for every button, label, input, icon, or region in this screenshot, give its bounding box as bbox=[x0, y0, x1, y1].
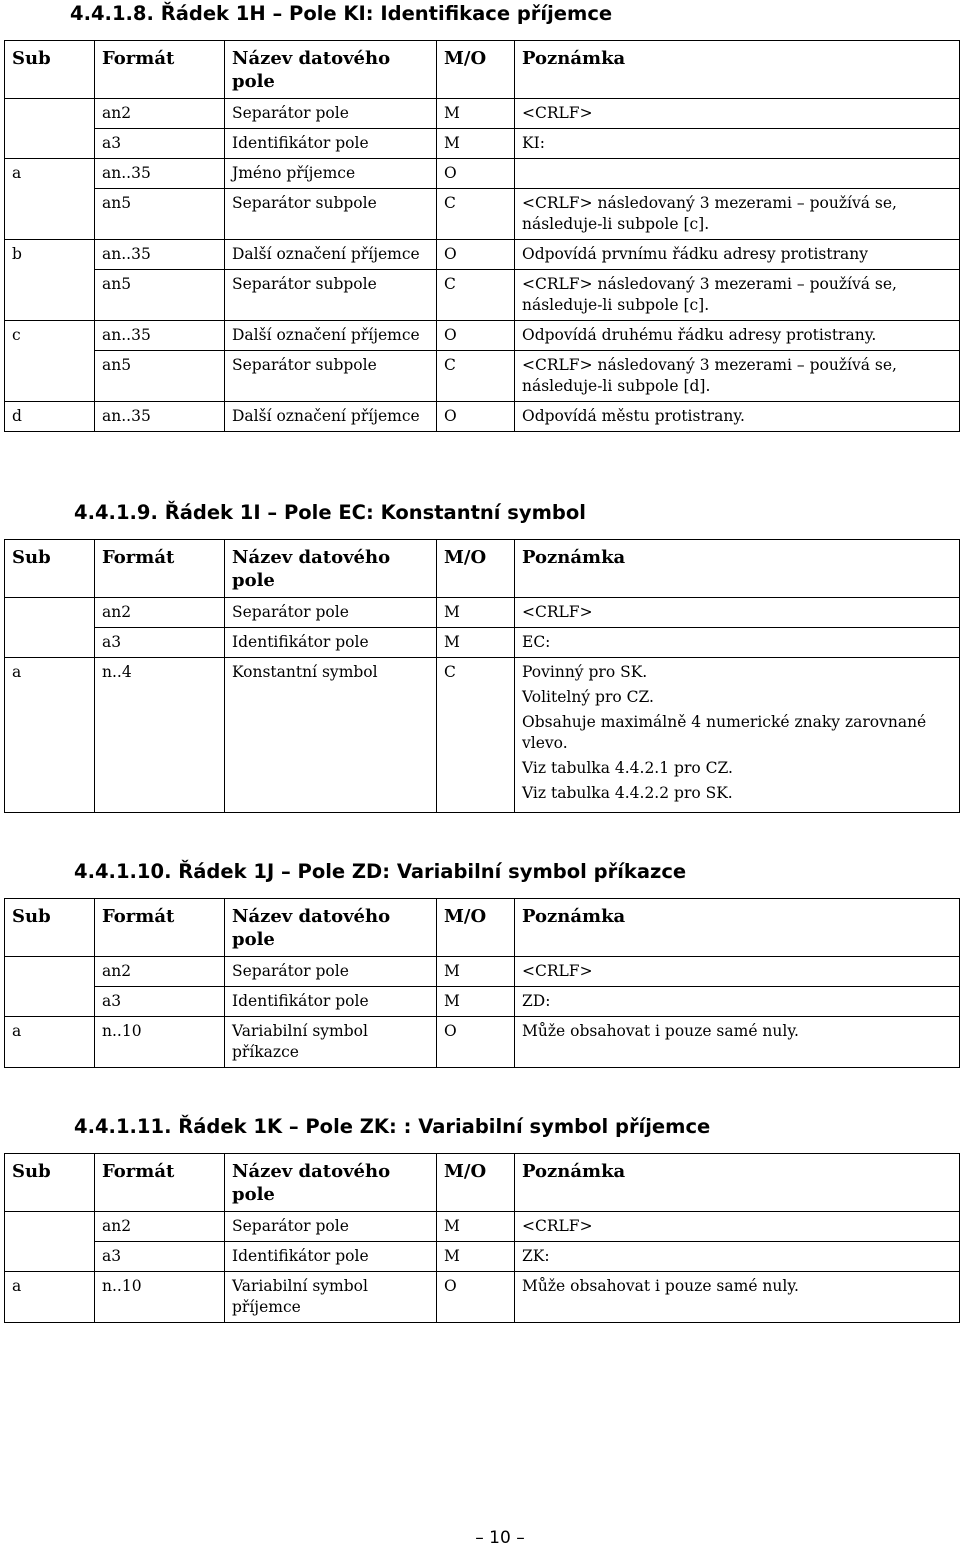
sub-cell: a bbox=[5, 1272, 95, 1323]
sub-cell: b bbox=[5, 240, 95, 270]
format-cell: an5 bbox=[95, 270, 225, 321]
mo-cell: M bbox=[437, 957, 515, 987]
mo-cell: C bbox=[437, 270, 515, 321]
format-cell: an..35 bbox=[95, 159, 225, 189]
sub-cell bbox=[5, 1212, 95, 1242]
note-cell bbox=[515, 628, 960, 658]
col-note-header: Poznámka bbox=[515, 1154, 960, 1212]
field-name-cell: Separátor pole bbox=[225, 99, 437, 129]
section-heading: 4.4.1.8. Řádek 1H – Pole KI: Identifikace příjemce bbox=[70, 2, 613, 25]
note-cell bbox=[515, 1017, 960, 1068]
field-name-cell: Identifikátor pole bbox=[225, 987, 437, 1017]
note-text: <CRLF> bbox=[522, 1217, 593, 1235]
format-cell: a3 bbox=[95, 129, 225, 159]
col-sub-header: Sub bbox=[5, 540, 95, 598]
sub-cell bbox=[5, 1242, 95, 1272]
col-mo-header: M/O bbox=[437, 41, 515, 99]
col-format-header: Formát bbox=[95, 41, 225, 99]
format-cell: an..35 bbox=[95, 240, 225, 270]
col-sub-header: Sub bbox=[5, 41, 95, 99]
field-name-cell: Variabilní symbol příjemce bbox=[225, 1272, 437, 1323]
mo-cell: O bbox=[437, 159, 515, 189]
col-note-header: Poznámka bbox=[515, 899, 960, 957]
mo-cell: M bbox=[437, 99, 515, 129]
format-cell: n..4 bbox=[95, 658, 225, 813]
table-header-row bbox=[5, 41, 960, 99]
mo-cell: O bbox=[437, 240, 515, 270]
note-text: <CRLF> následovaný 3 mezerami – používá se, následuje-li subpole [c]. bbox=[522, 194, 897, 233]
note-text: ZD: bbox=[522, 992, 551, 1010]
note-cell bbox=[515, 99, 960, 129]
field-name-cell: Separátor subpole bbox=[225, 189, 437, 240]
table-row bbox=[5, 1017, 960, 1068]
note-cell bbox=[515, 189, 960, 240]
sub-cell bbox=[5, 99, 95, 129]
sub-cell bbox=[5, 270, 95, 321]
note-text: KI: bbox=[522, 134, 545, 152]
field-spec-table bbox=[4, 40, 960, 432]
sub-cell bbox=[5, 957, 95, 987]
format-cell: an2 bbox=[95, 957, 225, 987]
mo-cell: M bbox=[437, 628, 515, 658]
col-name-header: Název datového pole bbox=[225, 1154, 437, 1212]
field-name-cell: Separátor pole bbox=[225, 1212, 437, 1242]
note-cell bbox=[515, 351, 960, 402]
table-header-row bbox=[5, 1154, 960, 1212]
sub-cell: a bbox=[5, 1017, 95, 1068]
note-cell bbox=[515, 1272, 960, 1323]
note-text: Může obsahovat i pouze samé nuly. bbox=[522, 1022, 799, 1040]
table-row bbox=[5, 987, 960, 1017]
sub-cell bbox=[5, 189, 95, 240]
table-row bbox=[5, 99, 960, 129]
mo-cell: C bbox=[437, 189, 515, 240]
sub-cell bbox=[5, 129, 95, 159]
section-heading: 4.4.1.10. Řádek 1J – Pole ZD: Variabilní symbol příkazce bbox=[74, 860, 687, 883]
field-name-cell: Separátor pole bbox=[225, 598, 437, 628]
sub-cell: a bbox=[5, 658, 95, 813]
field-name-cell: Separátor pole bbox=[225, 957, 437, 987]
sub-cell: d bbox=[5, 402, 95, 432]
section-heading: 4.4.1.9. Řádek 1I – Pole EC: Konstantní symbol bbox=[74, 501, 586, 524]
mo-cell: M bbox=[437, 1242, 515, 1272]
note-text: Volitelný pro CZ. bbox=[522, 688, 654, 706]
table-row bbox=[5, 129, 960, 159]
format-cell: n..10 bbox=[95, 1017, 225, 1068]
note-cell bbox=[515, 129, 960, 159]
sub-cell bbox=[5, 987, 95, 1017]
note-text: Odpovídá městu protistrany. bbox=[522, 407, 745, 425]
mo-cell: M bbox=[437, 1212, 515, 1242]
format-cell: a3 bbox=[95, 628, 225, 658]
note-text: <CRLF> bbox=[522, 962, 593, 980]
table-row bbox=[5, 402, 960, 432]
format-cell: a3 bbox=[95, 1242, 225, 1272]
note-cell bbox=[515, 957, 960, 987]
col-note-header: Poznámka bbox=[515, 41, 960, 99]
col-name-header: Název datového pole bbox=[225, 899, 437, 957]
col-name-header: Název datového pole bbox=[225, 41, 437, 99]
table-row bbox=[5, 658, 960, 813]
field-name-cell: Jméno příjemce bbox=[225, 159, 437, 189]
format-cell: an2 bbox=[95, 598, 225, 628]
note-text: Viz tabulka 4.4.2.1 pro CZ. bbox=[522, 759, 733, 777]
col-mo-header: M/O bbox=[437, 540, 515, 598]
note-text: <CRLF> bbox=[522, 603, 593, 621]
table-row bbox=[5, 598, 960, 628]
mo-cell: O bbox=[437, 321, 515, 351]
format-cell: an..35 bbox=[95, 321, 225, 351]
table-row bbox=[5, 351, 960, 402]
field-name-cell: Další označení příjemce bbox=[225, 240, 437, 270]
format-cell: an2 bbox=[95, 99, 225, 129]
note-cell bbox=[515, 240, 960, 270]
mo-cell: C bbox=[437, 351, 515, 402]
table-row bbox=[5, 189, 960, 240]
note-cell bbox=[515, 987, 960, 1017]
mo-cell: C bbox=[437, 658, 515, 813]
page-number: – 10 – bbox=[475, 1528, 525, 1548]
note-text: Odpovídá druhému řádku adresy protistrany. bbox=[522, 326, 877, 344]
table-row bbox=[5, 628, 960, 658]
format-cell: an5 bbox=[95, 189, 225, 240]
col-format-header: Formát bbox=[95, 540, 225, 598]
note-cell bbox=[515, 270, 960, 321]
table-row bbox=[5, 159, 960, 189]
format-cell: a3 bbox=[95, 987, 225, 1017]
sub-cell: c bbox=[5, 321, 95, 351]
section-heading: 4.4.1.11. Řádek 1K – Pole ZK: : Variabilní symbol příjemce bbox=[74, 1115, 711, 1138]
field-name-cell: Separátor subpole bbox=[225, 351, 437, 402]
note-text: Viz tabulka 4.4.2.2 pro SK. bbox=[522, 784, 733, 802]
field-name-cell: Další označení příjemce bbox=[225, 402, 437, 432]
note-cell bbox=[515, 321, 960, 351]
field-name-cell: Další označení příjemce bbox=[225, 321, 437, 351]
table-row bbox=[5, 1212, 960, 1242]
mo-cell: O bbox=[437, 1017, 515, 1068]
mo-cell: M bbox=[437, 129, 515, 159]
field-name-cell: Identifikátor pole bbox=[225, 1242, 437, 1272]
col-name-header: Název datového pole bbox=[225, 540, 437, 598]
field-spec-table bbox=[4, 898, 960, 1068]
note-cell bbox=[515, 658, 960, 813]
mo-cell: M bbox=[437, 987, 515, 1017]
table-row bbox=[5, 1272, 960, 1323]
note-text: Obsahuje maximálně 4 numerické znaky zarovnané vlevo. bbox=[522, 713, 927, 752]
col-sub-header: Sub bbox=[5, 899, 95, 957]
table-row bbox=[5, 321, 960, 351]
note-text: ZK: bbox=[522, 1247, 550, 1265]
col-format-header: Formát bbox=[95, 1154, 225, 1212]
note-cell bbox=[515, 1212, 960, 1242]
mo-cell: M bbox=[437, 598, 515, 628]
col-mo-header: M/O bbox=[437, 1154, 515, 1212]
note-cell bbox=[515, 1242, 960, 1272]
note-text: <CRLF> následovaný 3 mezerami – používá se, následuje-li subpole [d]. bbox=[522, 356, 897, 395]
mo-cell: O bbox=[437, 1272, 515, 1323]
table-header-row bbox=[5, 899, 960, 957]
field-spec-table bbox=[4, 1153, 960, 1323]
col-sub-header: Sub bbox=[5, 1154, 95, 1212]
table-row bbox=[5, 270, 960, 321]
sub-cell: a bbox=[5, 159, 95, 189]
note-cell bbox=[515, 598, 960, 628]
note-text: Odpovídá prvnímu řádku adresy protistrany bbox=[522, 245, 869, 263]
format-cell: an2 bbox=[95, 1212, 225, 1242]
note-text: <CRLF> bbox=[522, 104, 593, 122]
note-cell bbox=[515, 402, 960, 432]
table-row bbox=[5, 240, 960, 270]
sub-cell bbox=[5, 628, 95, 658]
note-text: Povinný pro SK. bbox=[522, 663, 648, 681]
table-row bbox=[5, 957, 960, 987]
col-format-header: Formát bbox=[95, 899, 225, 957]
field-name-cell: Variabilní symbol příkazce bbox=[225, 1017, 437, 1068]
note-cell bbox=[515, 159, 960, 189]
format-cell: an..35 bbox=[95, 402, 225, 432]
format-cell: n..10 bbox=[95, 1272, 225, 1323]
note-text: EC: bbox=[522, 633, 551, 651]
mo-cell: O bbox=[437, 402, 515, 432]
note-text: Může obsahovat i pouze samé nuly. bbox=[522, 1277, 799, 1295]
field-name-cell: Konstantní symbol bbox=[225, 658, 437, 813]
table-header-row bbox=[5, 540, 960, 598]
sub-cell bbox=[5, 351, 95, 402]
note-text: <CRLF> následovaný 3 mezerami – používá se, následuje-li subpole [c]. bbox=[522, 275, 897, 314]
table-row bbox=[5, 1242, 960, 1272]
format-cell: an5 bbox=[95, 351, 225, 402]
sub-cell bbox=[5, 598, 95, 628]
field-name-cell: Identifikátor pole bbox=[225, 628, 437, 658]
field-name-cell: Identifikátor pole bbox=[225, 129, 437, 159]
col-note-header: Poznámka bbox=[515, 540, 960, 598]
col-mo-header: M/O bbox=[437, 899, 515, 957]
field-spec-table bbox=[4, 539, 960, 813]
field-name-cell: Separátor subpole bbox=[225, 270, 437, 321]
